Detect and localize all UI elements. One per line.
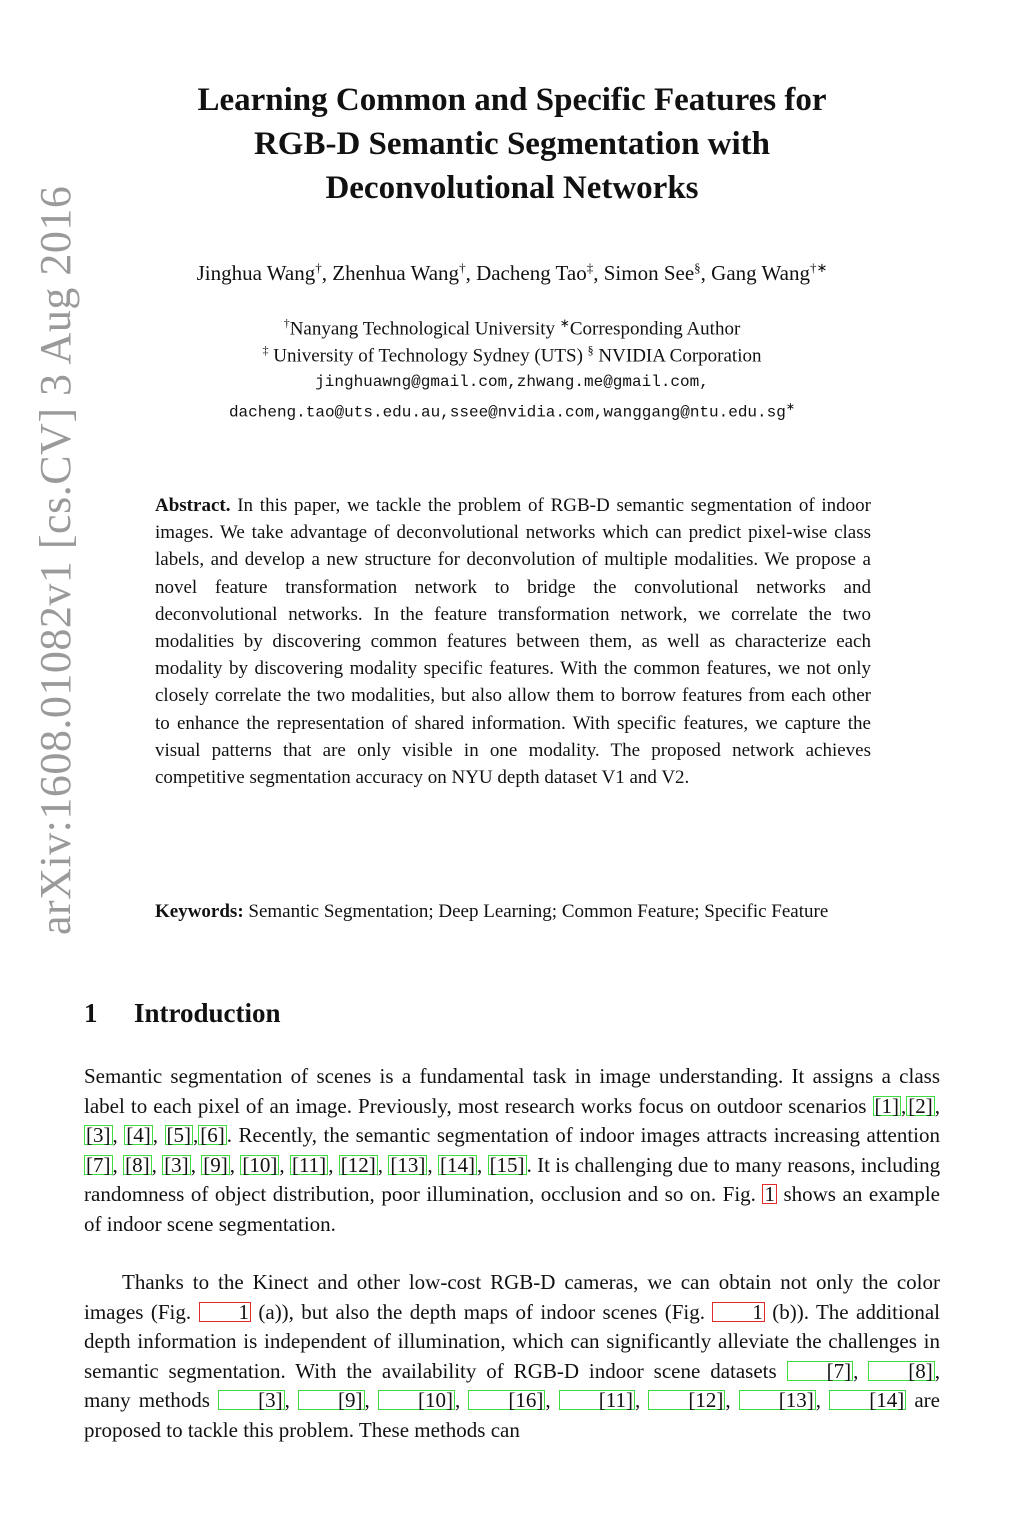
paragraph-text: . It is challenging due to many reasons, including randomness of object distribution, poor illumination, occlusion and so on. Fig. — [84, 1152, 941, 1207]
author-mark: ‡ — [586, 260, 594, 275]
paragraph-text: . Recently, the semantic segmentation of indoor images attracts increasing attention — [226, 1123, 940, 1148]
section-number: 1 — [84, 998, 98, 1028]
affiliation-nvidia: NVIDIA Corporation — [598, 345, 762, 367]
citation-link[interactable]: [7] — [86, 1152, 111, 1177]
section-heading — [84, 998, 281, 1029]
affiliation-line-2 — [60, 343, 964, 367]
figure-link[interactable]: 1 — [764, 1182, 775, 1207]
citation-link[interactable]: [4] — [126, 1123, 151, 1148]
corresponding-author-note: Corresponding Author — [569, 318, 741, 340]
title-line-2: RGB-D Semantic Segmentation with — [253, 126, 771, 162]
affiliation-uts: University of Technology Sydney (UTS) — [273, 345, 583, 367]
citation-link[interactable]: [15] — [489, 1152, 525, 1177]
paragraph-text: Thanks to the Kinect and other low-cost RGB-D cameras, we can obtain not only the color images (Fig. — [84, 1270, 940, 1324]
title-line-1: Learning Common and Specific Features for — [197, 82, 827, 118]
citation-link[interactable]: [1] — [874, 1093, 899, 1118]
keywords-text: Semantic Segmentation; Deep Learning; Common Feature; Specific Feature — [248, 901, 829, 922]
citation-link[interactable]: [12] — [648, 1390, 725, 1410]
abstract-text: In this paper, we tackle the problem of RGB-D semantic segmentation of indoor images. We take advantage of deconvolutional networks which can predict pixel-wise class labels, and develop a new structure for deconvolution of multiple modalities. We propose a novel feature transformation network to bridge the convolutional networks and deconvolutional networks. In the feature transformation network, we correlate the two modalities by discovering common features between them, as well as characterize each modality by discovering modality specific features. With the common features, we not only closely correlate the two modalities, but also allow them to borrow features from each other to enhance the representation of shared information. With specific features, we capture the visual patterns that are only visible in one modality. The proposed network achieves competitive segmentation accuracy on NYU depth dataset V1 and V2. — [155, 495, 872, 789]
affiliation-ntu: Nanyang Technological University — [289, 318, 556, 340]
citation-link[interactable]: [11] — [291, 1152, 327, 1177]
citation-link[interactable]: [3] — [86, 1123, 111, 1148]
abstract — [155, 492, 871, 791]
affiliation-mark: † — [283, 316, 290, 330]
citation-link[interactable]: [3] — [218, 1390, 285, 1410]
citation-link[interactable]: [14] — [829, 1390, 906, 1410]
author-name: Dacheng Tao — [476, 261, 587, 285]
author-mark: † — [315, 260, 322, 275]
citation-link[interactable]: [8] — [125, 1152, 150, 1177]
citation-link[interactable]: [3] — [164, 1152, 189, 1177]
citation-link[interactable]: [6] — [200, 1123, 225, 1148]
arxiv-margin-stamp: arXiv:1608.01082v1 [cs.CV] 3 Aug 2016 — [31, 185, 80, 935]
email-addresses: dacheng.tao@uts.edu.au,ssee@nvidia.com,wanggang@ntu.edu.sg — [228, 403, 786, 422]
paragraph-text: (a)), but also the depth maps of indoor scenes (Fig. — [251, 1299, 713, 1324]
citation-link[interactable]: [5] — [166, 1123, 191, 1148]
email-mark: ∗ — [785, 401, 796, 413]
title-line-3: Deconvolutional Networks — [325, 170, 699, 206]
intro-paragraph-1: Semantic segmentation of scenes is a fundamental task in image understanding. It assigns a class label to each pixel of an image. Previously, most research works focus on outdoor scenarios [1],[2], [3], [4], [5],[6]. Recently, the semantic segmentation of indoor images attracts increasing attention [7], [8], [3], [9], [10], [11], [12], [13], [14], [15]. It is challenging due to many reasons, including randomness of object distribution, poor illumination, occlusion and so on. Fig. 1 shows an example of indoor scene segmentation. — [84, 1064, 941, 1236]
paragraph-text: shows an example of indoor scene segmentation. — [84, 1182, 940, 1236]
citation-link[interactable]: [16] — [468, 1390, 545, 1410]
author-mark: † — [459, 260, 466, 275]
citation-link[interactable]: [13] — [390, 1152, 426, 1177]
section-title: Introduction — [134, 998, 281, 1028]
paper-title — [100, 78, 924, 210]
citation-link[interactable]: [10] — [378, 1390, 455, 1410]
author-name: Jinghua Wang — [196, 261, 316, 285]
email-line-2 — [60, 400, 964, 421]
paragraph-text: (b)). The additional depth information is independent of illumination, which can significantly alleviate the challenges in semantic segmentation. With the availability of RGB-D indoor scene datasets — [84, 1299, 940, 1383]
citation-link[interactable]: [11] — [559, 1390, 635, 1410]
citation-link[interactable]: [14] — [439, 1152, 475, 1177]
author-mark: § — [694, 260, 701, 275]
keywords — [155, 898, 871, 925]
email-line-1: jinghuawng@gmail.com,zhwang.me@gmail.com, — [315, 373, 709, 391]
paragraph-text: are proposed to tackle this problem. These methods can — [84, 1388, 940, 1442]
figure-link[interactable]: 1 — [199, 1302, 252, 1322]
author-name: Gang Wang — [711, 261, 810, 285]
affiliation-mark: ∗ — [559, 316, 570, 330]
affiliation-line-1 — [60, 316, 964, 340]
keywords-label: Keywords: — [155, 901, 244, 922]
citation-link[interactable]: [2] — [908, 1093, 933, 1118]
figure-link[interactable]: 1 — [712, 1302, 765, 1322]
author-name: Simon See — [603, 261, 695, 285]
citation-link[interactable]: [9] — [203, 1152, 228, 1177]
author-name: Zhenhua Wang — [332, 261, 460, 285]
abstract-label: Abstract. — [155, 495, 231, 516]
citation-link[interactable]: [8] — [868, 1361, 935, 1381]
intro-paragraph-2: Thanks to the Kinect and other low-cost RGB-D cameras, we can obtain not only the color images (Fig. 1 (a)), but also the depth maps of indoor scenes (Fig. 1 (b)). The additional depth information is independent of illumination, which can significantly alleviate the challenges in semantic segmentation. With the availability of RGB-D indoor scene datasets [7], [8], many methods [3], [9], [10], [16], [11], [12], [13], [14] are proposed to tackle this problem. These methods can — [84, 1270, 940, 1442]
author-list: Jinghua Wang†, Zhenhua Wang†, Dacheng Tao‡, Simon See§, Gang Wang†∗ — [196, 260, 828, 285]
citation-link[interactable]: [13] — [739, 1390, 816, 1410]
paragraph-text: Semantic segmentation of scenes is a fundamental task in image understanding. It assigns a class label to each pixel of an image. Previously, most research works focus on outdoor scenarios — [84, 1064, 940, 1118]
citation-link[interactable]: [12] — [340, 1152, 376, 1177]
author-mark: †∗ — [810, 260, 828, 275]
paragraph-text: , many methods — [84, 1358, 940, 1413]
affiliation-mark: § — [587, 343, 594, 357]
citation-link[interactable]: [7] — [787, 1361, 854, 1381]
citation-link[interactable]: [9] — [298, 1390, 365, 1410]
citation-link[interactable]: [10] — [242, 1152, 278, 1177]
affiliation-mark: ‡ — [262, 343, 269, 357]
